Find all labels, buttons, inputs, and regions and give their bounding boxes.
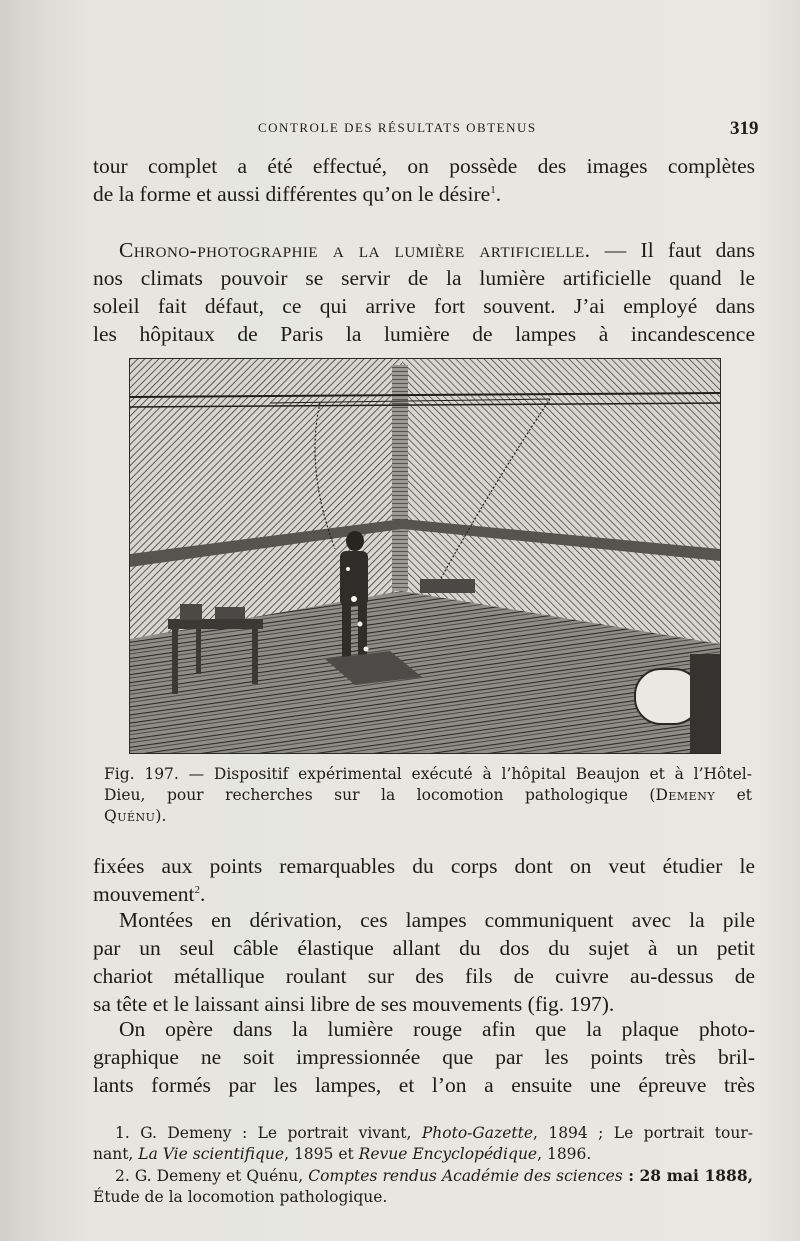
- text-line: Montées en dérivation, ces lampes communiquent avec la pile: [119, 908, 755, 932]
- footnote-line: [93, 1123, 753, 1144]
- text-line: sa tête et le laissant ainsi libre de ses mouvements (fig. 197).: [93, 992, 615, 1016]
- footnote-line: [93, 1144, 753, 1165]
- footnote-ref: 2: [194, 883, 201, 896]
- paragraph-3: [93, 852, 755, 908]
- text-line: [93, 880, 755, 908]
- caption-line: [104, 785, 752, 806]
- text-line: chariot métallique roulant sur des fils de cuivre au-dessus de: [93, 964, 755, 988]
- text-span: de la forme et aussi différentes qu’on le désire: [93, 182, 491, 206]
- text-line: par un seul câble élastique allant du dos du sujet à un petit: [93, 936, 755, 960]
- caption-line: [104, 806, 752, 827]
- footnote-span: 1. G. Demeny : Le portrait vivant,: [115, 1124, 422, 1142]
- footnote-span: , 1894 ; Le portrait tour-: [533, 1124, 753, 1142]
- footnote-italic: Photo-Gazette: [421, 1124, 533, 1142]
- engraving-illustration: [130, 359, 720, 753]
- footnote-span: , 1896.: [537, 1145, 592, 1163]
- caption-span: Dieu, pour recherches sur la locomotion pathologique (: [104, 786, 656, 804]
- footnotes: [93, 1123, 753, 1208]
- text-span: mouvement: [93, 882, 195, 906]
- paragraph-4: [93, 906, 755, 1018]
- running-head: CONTROLE DES RÉSULTATS OBTENUS: [258, 120, 537, 135]
- caption-span: et: [715, 786, 752, 804]
- engraving-figure: [129, 358, 721, 754]
- text-line: tour complet a été effectué, on possède des images complètes: [93, 154, 755, 178]
- caption-line: Fig. 197. — Dispositif expérimental exécuté à l’hôpital Beaujon et à l’Hôtel-: [104, 765, 752, 783]
- text-line: On opère dans la lumière rouge afin que la plaque photo-: [119, 1017, 755, 1041]
- figure-caption: [104, 764, 752, 827]
- text-line: [93, 180, 755, 208]
- text-span: .: [200, 882, 206, 906]
- caption-span: ).: [155, 807, 167, 825]
- text-span: .: [495, 182, 502, 206]
- text-line: nos climats pouvoir se servir de la lumière artificielle quand le: [93, 266, 755, 290]
- footnote-span: , 1895 et: [284, 1145, 359, 1163]
- text-line: soleil fait défaut, ce qui arrive fort souvent. J’ai employé dans: [93, 294, 755, 318]
- caption-author: Demeny: [655, 786, 716, 804]
- footnote-italic: Comptes rendus Académie des sciences: [308, 1167, 623, 1185]
- paragraph-1: [93, 152, 755, 208]
- page-header: [0, 118, 800, 148]
- footnote-span: nant,: [93, 1145, 139, 1163]
- paragraph-5: [93, 1015, 755, 1099]
- footnote-bold: : 28 mai 1888,: [622, 1166, 754, 1185]
- footnote-italic: La Vie scientifique: [138, 1145, 285, 1163]
- footnote-line: [93, 1165, 753, 1187]
- footnote-span: 2. G. Demeny et Quénu,: [115, 1167, 309, 1185]
- footnote-italic: Revue Encyclopédique: [358, 1145, 538, 1163]
- page-number: 319: [730, 118, 759, 139]
- caption-author: Quénu: [104, 807, 156, 825]
- footnote-line: Étude de la locomotion pathologique.: [93, 1188, 388, 1206]
- text-line: fixées aux points remarquables du corps dont on veut étudier le: [93, 854, 755, 878]
- section-heading: Chrono-photographie a la lumière artificielle.: [119, 238, 591, 262]
- footnote-ref: 1: [490, 183, 496, 196]
- text-span: — Il faut dans: [590, 238, 756, 262]
- text-line: lants formés par les lampes, et l’on a ensuite une épreuve très: [93, 1073, 755, 1097]
- paragraph-2: [93, 236, 755, 348]
- text-line: les hôpitaux de Paris la lumière de lampes à incandescence: [93, 322, 755, 346]
- text-line: graphique ne soit impressionnée que par les points très bril-: [93, 1045, 755, 1069]
- text-line: [93, 236, 755, 264]
